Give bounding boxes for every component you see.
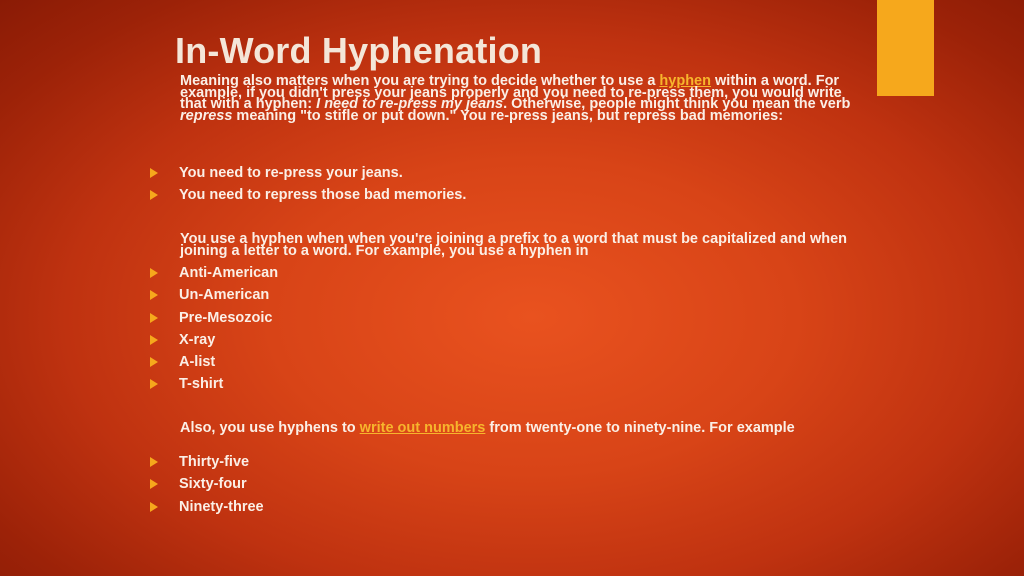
bullet-text: Un-American [179,287,270,303]
bullet-text: Anti-American [179,265,279,281]
prefix-paragraph: You use a hyphen when when you're joining a prefix to a word that must be capitalized and when joining a letter to a word. For example, you use a hyphen in [180,231,848,259]
bullet-arrow-icon [150,479,158,489]
bullet-item [150,285,269,305]
bullet-item [150,330,215,350]
intro-verb: repress [180,107,233,124]
bullet-text: Ninety-three [179,499,264,515]
bullet-arrow-icon [150,268,158,278]
bullet-text: You need to repress those bad memories. [179,187,467,203]
hyphen-link[interactable]: hyphen [659,73,711,89]
bullet-arrow-icon [150,457,158,467]
write-out-numbers-link[interactable]: write out numbers [359,420,486,436]
bullet-text: Thirty-five [179,454,250,470]
bullet-arrow-icon [150,313,158,323]
numbers-text-2: from twenty-one to ninety-nine. For example [485,420,795,436]
bullet-text: Pre-Mesozoic [179,310,273,326]
bullet-item [150,352,215,372]
bullet-arrow-icon [150,190,158,200]
bullet-item [150,163,403,183]
bullet-item [150,185,466,205]
bullet-text: X-ray [179,332,216,348]
bullet-item [150,308,272,328]
numbers-text-1: Also, you use hyphens to [180,420,360,436]
bullet-text: Sixty-four [179,476,247,492]
intro-text-2: within a word. For example, if you didn't press your jeans properly and you need to re-press them, you would write that with a hyphen: [180,73,842,112]
bullet-item [150,374,223,394]
intro-text-1: Meaning also matters when you are trying to decide whether to use a [180,73,660,89]
intro-paragraph [180,73,860,124]
numbers-paragraph [180,420,860,436]
bullet-arrow-icon [150,290,158,300]
bullet-item [150,263,278,283]
bullet-arrow-icon [150,379,158,389]
intro-example: I need to re-press my jeans [316,96,504,112]
bullet-item [150,452,249,472]
intro-text-3: . Otherwise, people might think you mean the verb [503,96,851,112]
bullet-arrow-icon [150,335,158,345]
bullet-arrow-icon [150,357,158,367]
bullet-arrow-icon [150,502,158,512]
bullet-arrow-icon [150,168,158,178]
bullet-item [150,497,264,517]
bullet-text: You need to re-press your jeans. [179,165,403,181]
slide-title: In-Word Hyphenation [175,30,543,71]
intro-text-4: meaning "to stifle or put down." You re-press jeans, but repress bad memories: [232,107,784,124]
bullet-item [150,474,247,494]
bullet-text: T-shirt [179,376,224,392]
bullet-text: A-list [179,354,216,370]
